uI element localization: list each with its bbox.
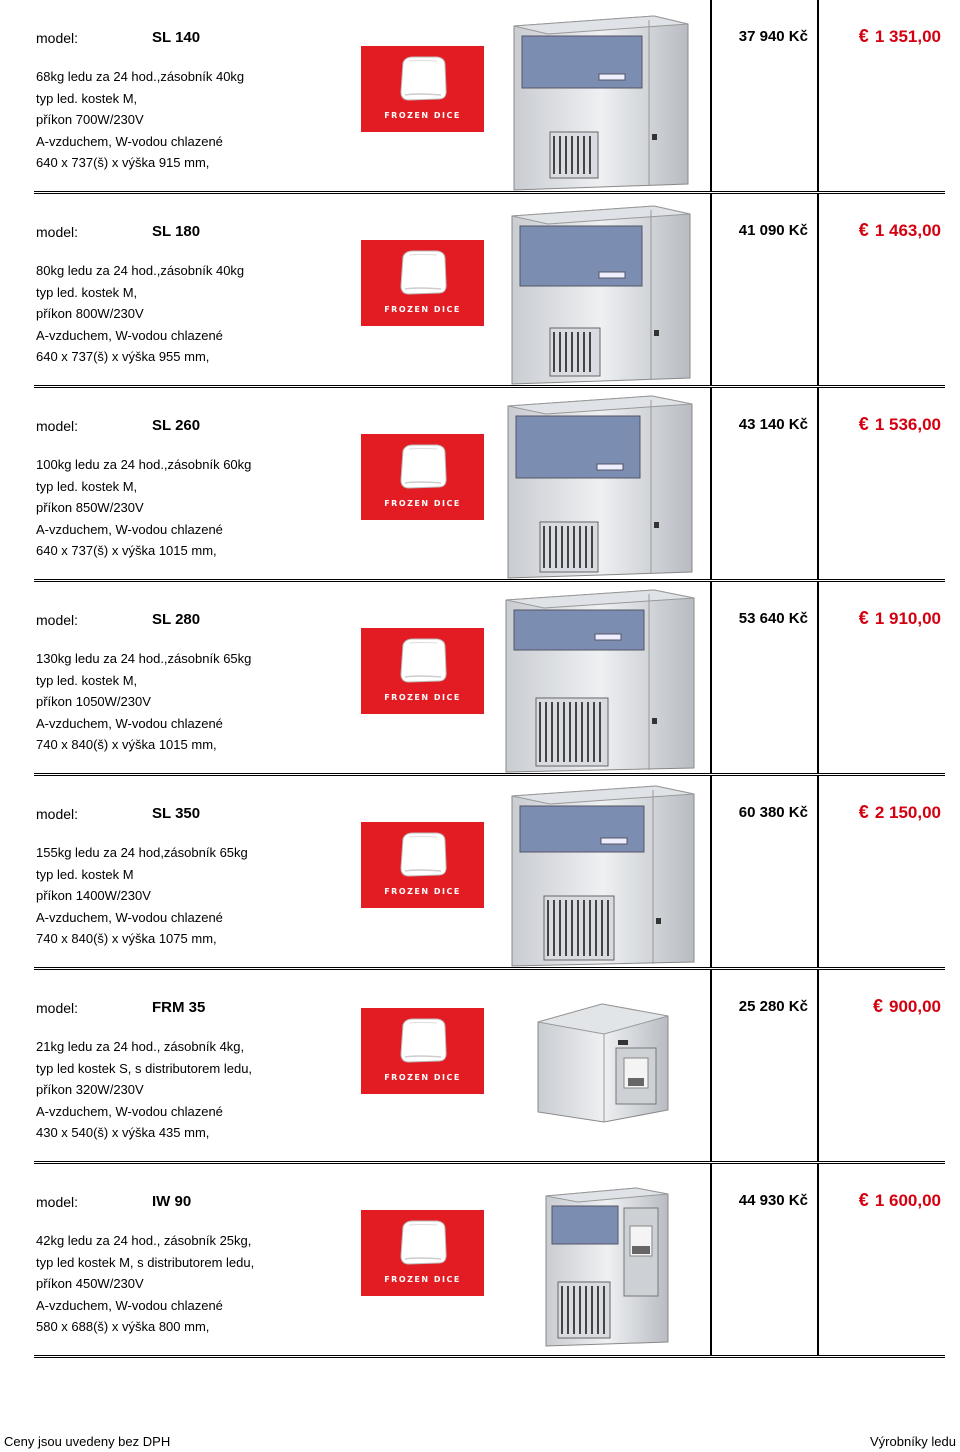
euro-icon: € [858, 802, 869, 822]
model-label: model: [36, 612, 79, 628]
price-czk: 43 140 Kč [738, 416, 808, 433]
spec-line: A-vzduchem, W-vodou chlazené [36, 1297, 223, 1313]
logo-text: FROZEN DICE [384, 1275, 461, 1284]
price-czk: 37 940 Kč [738, 28, 808, 45]
spec-line: typ led. kostek M, [36, 478, 138, 494]
model-name: SL 280 [152, 611, 201, 628]
column-divider [710, 582, 712, 773]
product-row [34, 0, 945, 194]
spec-line: 130kg ledu za 24 hod.,zásobník 65kg [36, 651, 252, 666]
price-czk: 44 930 Kč [738, 1192, 808, 1209]
spec-list [36, 454, 251, 562]
model-label: model: [36, 224, 79, 240]
spec-line: příkon 450W/230V [36, 1276, 144, 1291]
price-eur-value: 1 351,00 [874, 27, 941, 46]
column-divider [710, 194, 712, 385]
ice-machine-image [502, 394, 694, 580]
spec-line: 740 x 840(š) x výška 1075 mm, [36, 931, 217, 946]
price-eur [824, 996, 941, 1017]
column-divider [710, 388, 712, 579]
euro-icon: € [858, 26, 869, 46]
model-name: FRM 35 [152, 999, 206, 1016]
product-row [34, 582, 945, 776]
product-row [34, 776, 945, 970]
price-eur [824, 802, 941, 823]
euro-icon: € [858, 414, 869, 434]
spec-line: typ led. kostek M, [36, 672, 138, 688]
price-eur [824, 414, 941, 435]
spec-line: příkon 1050W/230V [36, 694, 151, 709]
ice-cube-icon [397, 443, 449, 491]
spec-line: A-vzduchem, W-vodou chlazené [36, 133, 223, 149]
frozen-dice-logo [361, 434, 484, 520]
model-label: model: [36, 418, 79, 434]
logo-text: FROZEN DICE [384, 693, 461, 702]
spec-list [36, 648, 251, 756]
model-label: model: [36, 30, 79, 46]
spec-line: A-vzduchem, W-vodou chlazené [36, 327, 223, 343]
spec-line: typ led. kostek M [36, 866, 134, 882]
spec-line: 580 x 688(š) x výška 800 mm, [36, 1319, 210, 1334]
spec-list [36, 1230, 254, 1338]
spec-list [36, 260, 244, 368]
column-divider [817, 582, 819, 773]
price-czk: 41 090 Kč [738, 222, 808, 239]
spec-line: 21kg ledu za 24 hod., zásobník 4kg, [36, 1039, 245, 1054]
spec-line: A-vzduchem, W-vodou chlazené [36, 1103, 223, 1119]
ice-machine-image [532, 1000, 672, 1124]
spec-line: 100kg ledu za 24 hod.,zásobník 60kg [36, 457, 252, 472]
column-divider [817, 970, 819, 1161]
spec-line: typ led. kostek M, [36, 284, 138, 300]
spec-list [36, 842, 248, 950]
column-divider [817, 1164, 819, 1355]
price-eur [824, 220, 941, 241]
price-eur-value: 900,00 [889, 997, 941, 1016]
model-label: model: [36, 806, 79, 822]
column-divider [710, 1164, 712, 1355]
footer-category: Výrobníky ledu [870, 1434, 956, 1449]
product-row [34, 1164, 945, 1358]
price-czk: 60 380 Kč [738, 804, 808, 821]
column-divider [710, 0, 712, 191]
ice-cube-icon [397, 1219, 449, 1267]
spec-line: 80kg ledu za 24 hod.,zásobník 40kg [36, 263, 245, 278]
model-name: SL 260 [152, 417, 201, 434]
spec-line: příkon 800W/230V [36, 306, 144, 321]
logo-text: FROZEN DICE [384, 1073, 461, 1082]
spec-line: příkon 1400W/230V [36, 888, 151, 903]
ice-machine-image [500, 588, 696, 774]
ice-cube-icon [397, 55, 449, 103]
spec-line: 640 x 737(š) x výška 915 mm, [36, 155, 210, 170]
price-eur-value: 1 600,00 [874, 1191, 941, 1210]
frozen-dice-logo [361, 46, 484, 132]
logo-text: FROZEN DICE [384, 305, 461, 314]
column-divider [710, 776, 712, 967]
price-eur-value: 1 463,00 [874, 221, 941, 240]
frozen-dice-logo [361, 1210, 484, 1296]
column-divider [710, 970, 712, 1161]
price-eur-value: 1 536,00 [874, 415, 941, 434]
model-name: SL 350 [152, 805, 201, 822]
price-eur-value: 1 910,00 [874, 609, 941, 628]
ice-cube-icon [397, 249, 449, 297]
spec-line: A-vzduchem, W-vodou chlazené [36, 909, 223, 925]
logo-text: FROZEN DICE [384, 111, 461, 120]
spec-line: 42kg ledu za 24 hod., zásobník 25kg, [36, 1233, 252, 1248]
product-row [34, 388, 945, 582]
model-label: model: [36, 1194, 79, 1210]
ice-cube-icon [397, 831, 449, 879]
product-row [34, 970, 945, 1164]
logo-text: FROZEN DICE [384, 887, 461, 896]
price-eur [824, 608, 941, 629]
model-label: model: [36, 1000, 79, 1016]
spec-list [36, 1036, 252, 1144]
ice-machine-image [506, 784, 696, 968]
spec-line: typ led kostek M, s distributorem ledu, [36, 1254, 255, 1270]
model-name: SL 140 [152, 29, 201, 46]
price-eur [824, 1190, 941, 1211]
product-row [34, 194, 945, 388]
column-divider [817, 0, 819, 191]
ice-machine-image [540, 1186, 672, 1348]
price-eur-value: 2 150,00 [874, 803, 941, 822]
spec-line: 430 x 540(š) x výška 435 mm, [36, 1125, 210, 1140]
row-divider [34, 1355, 945, 1358]
price-czk: 25 280 Kč [738, 998, 808, 1015]
euro-icon: € [858, 608, 869, 628]
spec-line: A-vzduchem, W-vodou chlazené [36, 521, 223, 537]
ice-cube-icon [397, 637, 449, 685]
spec-line: A-vzduchem, W-vodou chlazené [36, 715, 223, 731]
column-divider [817, 194, 819, 385]
ice-cube-icon [397, 1017, 449, 1065]
column-divider [817, 776, 819, 967]
footer-note: Ceny jsou uvedeny bez DPH [4, 1434, 171, 1449]
spec-line: 155kg ledu za 24 hod,zásobník 65kg [36, 845, 248, 860]
model-name: IW 90 [152, 1193, 192, 1210]
spec-line: příkon 700W/230V [36, 112, 144, 127]
frozen-dice-logo [361, 822, 484, 908]
spec-line: 640 x 737(š) x výška 1015 mm, [36, 543, 217, 558]
ice-machine-image [504, 14, 692, 192]
euro-icon: € [858, 1190, 869, 1210]
spec-line: typ led kostek S, s distributorem ledu, [36, 1060, 253, 1076]
spec-line: příkon 850W/230V [36, 500, 144, 515]
spec-line: 640 x 737(š) x výška 955 mm, [36, 349, 210, 364]
spec-line: 68kg ledu za 24 hod.,zásobník 40kg [36, 69, 245, 84]
ice-machine-image [504, 204, 692, 386]
spec-line: typ led. kostek M, [36, 90, 138, 106]
frozen-dice-logo [361, 628, 484, 714]
frozen-dice-logo [361, 1008, 484, 1094]
logo-text: FROZEN DICE [384, 499, 461, 508]
spec-list [36, 66, 244, 174]
price-eur [824, 26, 941, 47]
euro-icon: € [858, 220, 869, 240]
frozen-dice-logo [361, 240, 484, 326]
column-divider [817, 388, 819, 579]
spec-line: příkon 320W/230V [36, 1082, 144, 1097]
model-name: SL 180 [152, 223, 201, 240]
spec-line: 740 x 840(š) x výška 1015 mm, [36, 737, 217, 752]
price-czk: 53 640 Kč [738, 610, 808, 627]
euro-icon: € [872, 996, 883, 1016]
